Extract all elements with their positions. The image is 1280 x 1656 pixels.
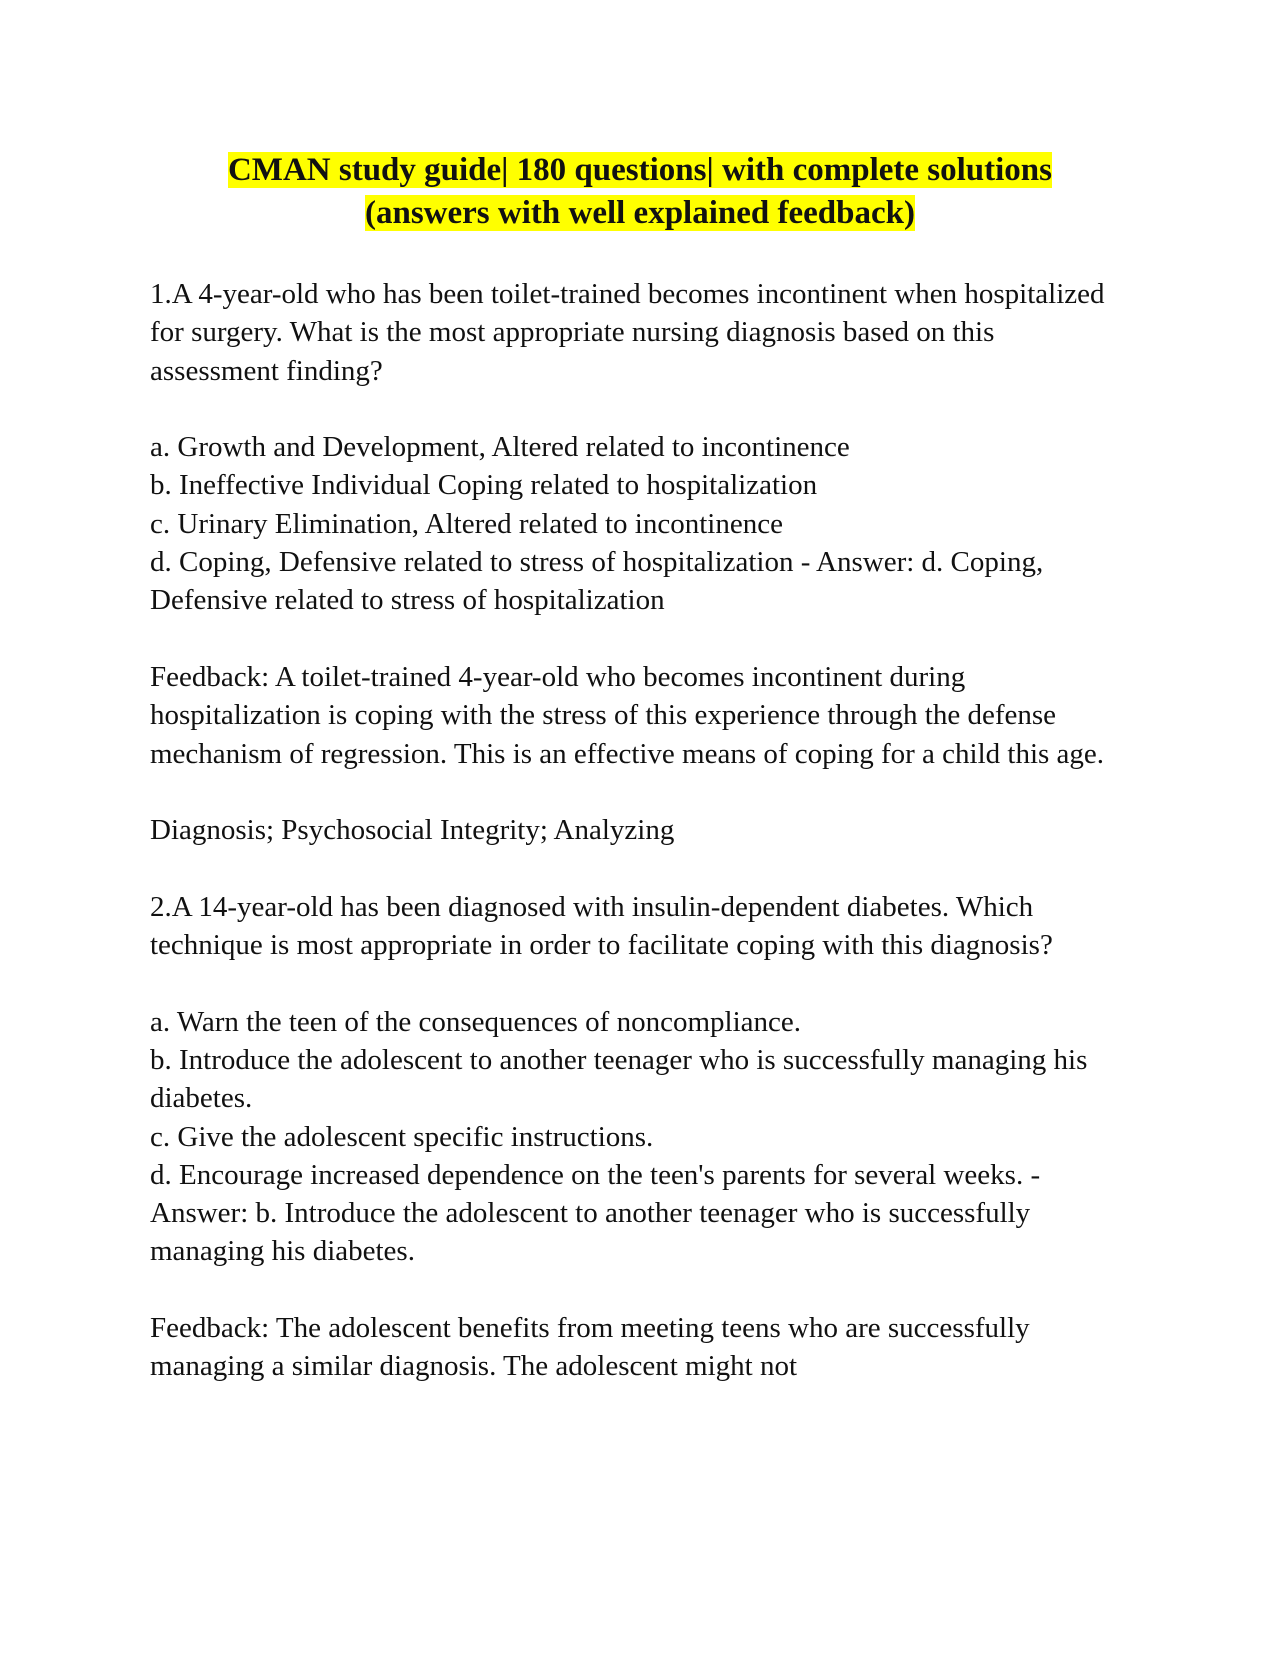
paragraph-spacer	[150, 964, 1130, 1002]
paragraph-spacer	[150, 620, 1130, 658]
title-line-1: CMAN study guide| 180 questions| with complete solutions	[227, 152, 1053, 188]
title-line-2: (answers with well explained feedback)	[365, 195, 915, 231]
question-1-feedback: Feedback: A toilet-trained 4-year-old who becomes incontinent during hospitalization is coping with the stress of this experience through the defense mechanism of regression. This is an effective means of coping for a child this age.	[150, 660, 1105, 770]
paragraph-spacer	[150, 1271, 1130, 1309]
paragraph-spacer	[150, 390, 1130, 428]
question-1-category: Diagnosis; Psychosocial Integrity; Analyzing	[150, 814, 675, 847]
question-1-option-d: d. Coping, Defensive related to stress of hospitalization - Answer: d. Coping, Defensive related to stress of hospitalization	[150, 546, 1044, 617]
question-1-option-b: b. Ineffective Individual Coping related to hospitalization	[150, 469, 818, 502]
document-body	[150, 275, 1130, 1386]
question-1-option-a: a. Growth and Development, Altered related to incontinence	[150, 431, 850, 464]
question-2-text: 2.A 14-year-old has been diagnosed with insulin-dependent diabetes. Which technique is most appropriate in order to facilitate coping with this diagnosis?	[150, 890, 1053, 962]
question-2-option-c: c. Give the adolescent specific instructions.	[150, 1120, 654, 1153]
question-2-option-b: b. Introduce the adolescent to another teenager who is successfully managing his diabetes.	[150, 1043, 1088, 1115]
question-1-option-c: c. Urinary Elimination, Altered related to incontinence	[150, 507, 783, 540]
document-title	[150, 149, 1130, 235]
question-2-option-a: a. Warn the teen of the consequences of noncompliance.	[150, 1005, 801, 1038]
paragraph-spacer	[150, 849, 1130, 887]
question-2-option-d: d. Encourage increased dependence on the teen's parents for several weeks. - Answer: b. Introduce the adolescent to another teenager who is successfully managing his diabetes.	[150, 1158, 1041, 1268]
question-1-text: 1.A 4-year-old who has been toilet-trained becomes incontinent when hospitalized for surgery. What is the most appropriate nursing diagnosis based on this assessment finding?	[150, 278, 1105, 387]
question-2-feedback: Feedback: The adolescent benefits from meeting teens who are successfully managing a similar diagnosis. The adolescent might not	[150, 1312, 1030, 1383]
paragraph-spacer	[150, 773, 1130, 811]
